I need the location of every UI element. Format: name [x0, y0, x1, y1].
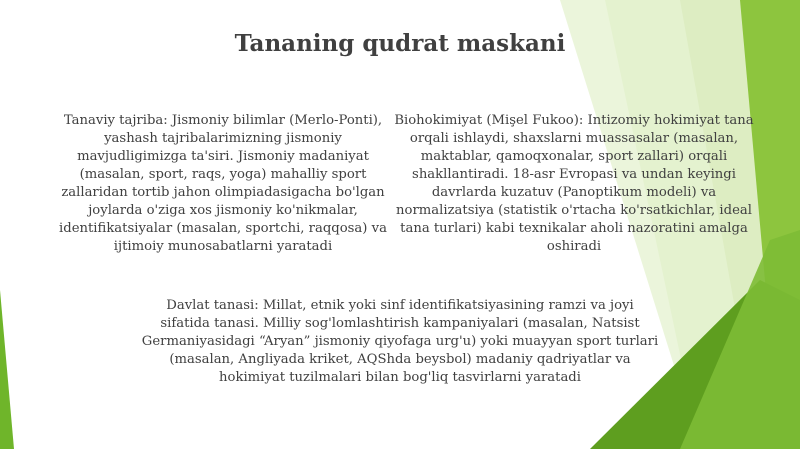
text-block-body-experience: Tanaviy tajriba: Jismoniy bilimlar (Merlo-Ponti), yashash tajribalarimizning jismoniy mavjudligimizga ta'siri. Jismoniy madaniyat (masalan, sport, raqs, yoga) mahalliy sport zallaridan tortib jahon olimpiadasigacha bo'lgan joylarda o'ziga xos jismoniy ko'nikmalar, identifikatsiyalar (masalan, sportchi, raqqosa) va ijtimoiy munosabatlarni yaratadi — [59, 113, 387, 254]
text-block-biopower: Biohokimiyat (Mişel Fukoo): Intizomiy hokimiyat tana orqali ishlaydi, shaxslarni muassasalar (masalan, maktablar, qamoqxonalar, sport zallari) orqali shakllantiradi. 18-asr Evropasi va undan keyingi davrlarda kuzatuv (Panoptikum modeli) va normalizatsiya (statistik o'rtacha ko'rsatkichlar, ideal tana turlari) kabi texnikalar aholi nazoratini amalga oshiradi — [394, 113, 754, 254]
left-green-strip — [0, 290, 14, 449]
slide-title: Tananing qudrat maskani — [234, 30, 566, 57]
text-block-state-body: Davlat tanasi: Millat, etnik yoki sinf identifikatsiyasining ramzi va joyi sifatida tanasi. Milliy sog'lomlashtirish kampaniyalari (masalan, Natsist Germaniyasidagi “Aryan” jismoniy qiyofaga urg'u) yoki muayyan sport turlari (masalan, Angliyada kriket, AQShda beysbol) madaniy qadriyatlar va hokimiyat tuzilmalari bilan bog'liq tasvirlarni yaratadi — [141, 298, 659, 385]
